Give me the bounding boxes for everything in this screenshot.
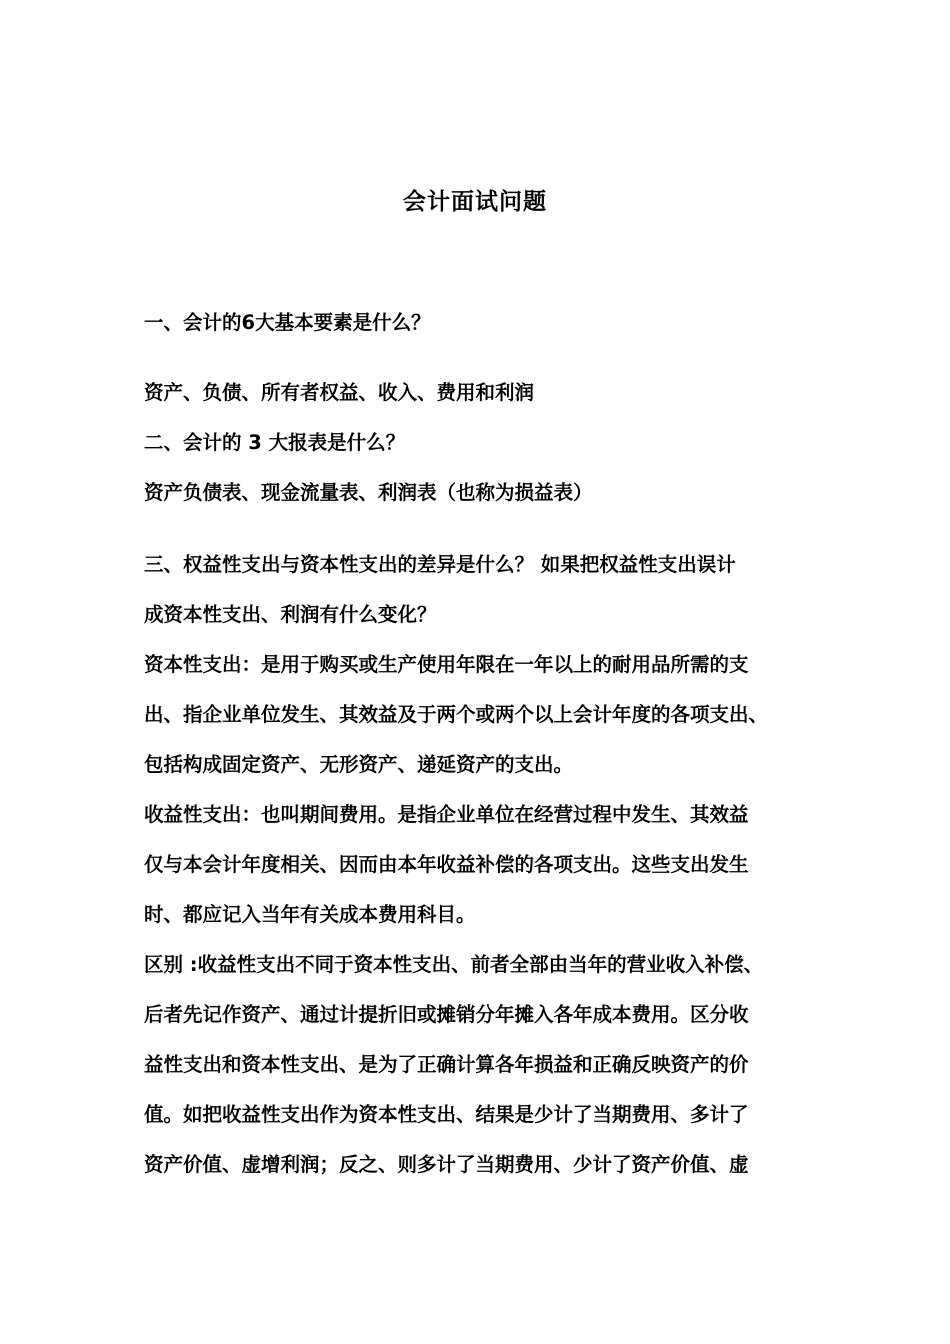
answer-2-text: 资产负债表、现金流量表、利润表（也称为损益表） xyxy=(144,481,593,504)
question-2-heading: 二、会计的 3 大报表是什么？ xyxy=(144,431,406,454)
paragraph-line: 值。如把收益性支出作为资本性支出、结果是少计了当期费用、多计了 xyxy=(144,1103,749,1126)
paragraph-line: 资本性支出：是用于购买或生产使用年限在一年以上的耐用品所需的支 xyxy=(144,653,749,676)
question-1-heading: 一、会计的6大基本要素是什么？ xyxy=(144,311,431,334)
paragraph-line: 后者先记作资产、通过计提折旧或摊销分年摊入各年成本费用。区分收 xyxy=(144,1003,749,1026)
question-3-heading-line-1: 三、权益性支出与资本性支出的差异是什么？ 如果把权益性支出误计 xyxy=(144,553,736,576)
paragraph-line: 资产价值、虚增利润；反之、则多计了当期费用、少计了资产价值、虚 xyxy=(144,1153,749,1176)
paragraph-line: 益性支出和资本性支出、是为了正确计算各年损益和正确反映资产的价 xyxy=(144,1053,749,1076)
paragraph-line: 出、指企业单位发生、其效益及于两个或两个以上会计年度的各项支出、 xyxy=(144,703,769,726)
paragraph-line: 仅与本会计年度相关、因而由本年收益补偿的各项支出。这些支出发生 xyxy=(144,853,749,876)
question-3-heading-line-2: 成资本性支出、利润有什么变化？ xyxy=(144,603,437,626)
paragraph-line: 时、都应记入当年有关成本费用科目。 xyxy=(144,903,476,926)
paragraph-line: 包括构成固定资产、无形资产、递延资产的支出。 xyxy=(144,753,574,776)
paragraph-line: 收益性支出：也叫期间费用。是指企业单位在经营过程中发生、其效益 xyxy=(144,803,749,826)
answer-1-text: 资产、负债、所有者权益、收入、费用和利润 xyxy=(144,381,535,404)
document-title: 会计面试问题 xyxy=(403,189,547,215)
paragraph-line: 区别 :收益性支出不同于资本性支出、前者全部由当年的营业收入补偿、 xyxy=(144,953,764,976)
